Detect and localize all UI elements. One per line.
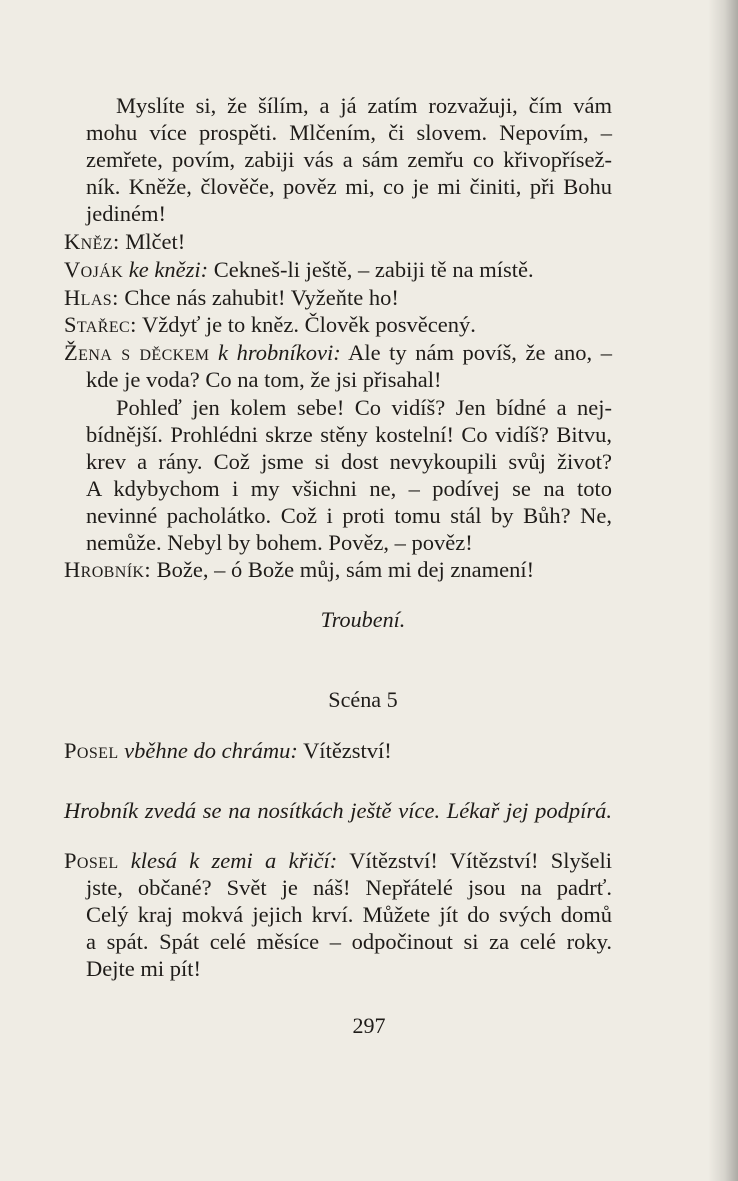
text-line <box>86 928 612 956</box>
text-line <box>86 119 612 147</box>
text-line <box>86 448 612 476</box>
text-line <box>86 874 612 902</box>
line-text: Cekneš-li ještě, – zabiji tě na místě. <box>213 257 534 282</box>
speaker-name: Kněz: <box>64 229 120 254</box>
line-text: zemřete, povím, zabiji vás a sám zemřu co křivopřísež- <box>86 147 612 172</box>
line-text: ník. Kněže, člověče, pověz mi, co je mi činiti, při Bohu <box>86 174 612 199</box>
line-text: jediném! <box>86 201 166 226</box>
speaker-name: Posel <box>64 738 119 763</box>
stage-direction: ke knězi: <box>128 257 209 282</box>
page-number: 297 <box>352 1013 386 1038</box>
line-text: A kdybychom i my všichni ne, – podívej se na toto <box>86 476 612 501</box>
text-line <box>116 394 612 422</box>
line-text: Vítězství! Vítězství! Slyšeli <box>349 848 613 873</box>
text-line <box>86 502 612 530</box>
text-line <box>86 901 612 929</box>
text-line <box>64 284 399 312</box>
line-text: krev a rány. Což jsme si dost nevykoupili svůj život? <box>86 449 612 474</box>
text-line <box>86 529 473 557</box>
page-edge-shadow <box>708 0 738 1181</box>
text-line <box>64 228 185 256</box>
text-line <box>86 200 166 228</box>
stage-direction: klesá k zemi a křičí: <box>130 848 338 873</box>
stage-direction: Hrobník zvedá se na nosítkách ještě více. Lékař jej podpírá. <box>64 798 612 823</box>
text-line <box>0 686 726 714</box>
line-text: Dejte mi pít! <box>86 956 201 981</box>
line-text: jste, občané? Svět je náš! Nepřátelé jsou na padrť. <box>86 875 612 900</box>
line-text: Chce nás zahubit! Vyžeňte ho! <box>124 285 399 310</box>
line-text: Bože, – ó Bože můj, sám mi dej znamení! <box>156 557 535 582</box>
line-text: Vždyť je to kněz. Člověk posvěcený. <box>141 312 476 337</box>
line-text: mohu více prospěti. Mlčením, či slovem. Nepovím, – <box>86 120 612 145</box>
text-line <box>86 955 201 983</box>
text-line <box>64 737 392 765</box>
speaker-name: Hrobník: <box>64 557 152 582</box>
text-line <box>64 339 612 367</box>
text-line <box>86 475 612 503</box>
text-line <box>64 556 534 584</box>
line-text: Celý kraj mokvá jejich krví. Můžete jít do svých domů <box>86 902 612 927</box>
line-text: Pohleď jen kolem sebe! Co vidíš? Jen bídné a nej- <box>116 395 612 420</box>
line-text: a spát. Spát celé měsíce – odpočinout si za celé roky. <box>86 929 612 954</box>
text-line <box>64 256 534 284</box>
speaker-name: Hlas: <box>64 285 119 310</box>
text-line <box>64 311 476 339</box>
stage-direction: k hrobníkovi: <box>218 340 341 365</box>
text-line <box>116 92 612 120</box>
line-text: nevinné pacholátko. Což i proti tomu stál by Bůh? Ne, <box>86 503 612 528</box>
line-text: Vítězství! <box>303 738 392 763</box>
text-line <box>64 847 612 875</box>
speaker-name: Posel <box>64 848 119 873</box>
line-text: kde je voda? Co na tom, že jsi přisahal! <box>86 367 442 392</box>
line-text: Mlčet! <box>125 229 186 254</box>
speaker-name: Žena s děckem <box>64 340 210 365</box>
speaker-name: Stařec: <box>64 312 137 337</box>
text-line <box>0 606 726 634</box>
stage-direction: Troubení. <box>320 607 406 632</box>
stage-direction: vběhne do chrámu: <box>124 738 298 763</box>
text-line <box>86 146 612 174</box>
line-text: bídnější. Prohlédni skrze stěny kostelní! Co vidíš? Bitvu, <box>86 422 612 447</box>
line-text: Ale ty nám povíš, že ano, – <box>348 340 612 365</box>
text-line <box>86 173 612 201</box>
line-text: Myslíte si, že šílím, a já zatím rozvažuji, čím vám <box>116 93 612 118</box>
text-line <box>64 797 612 825</box>
text-line <box>86 366 442 394</box>
line-text: Scéna 5 <box>328 687 398 712</box>
text-line <box>86 421 612 449</box>
line-text: nemůže. Nebyl by bohem. Pověz, – pověz! <box>86 530 473 555</box>
speaker-name: Voják <box>64 257 124 282</box>
